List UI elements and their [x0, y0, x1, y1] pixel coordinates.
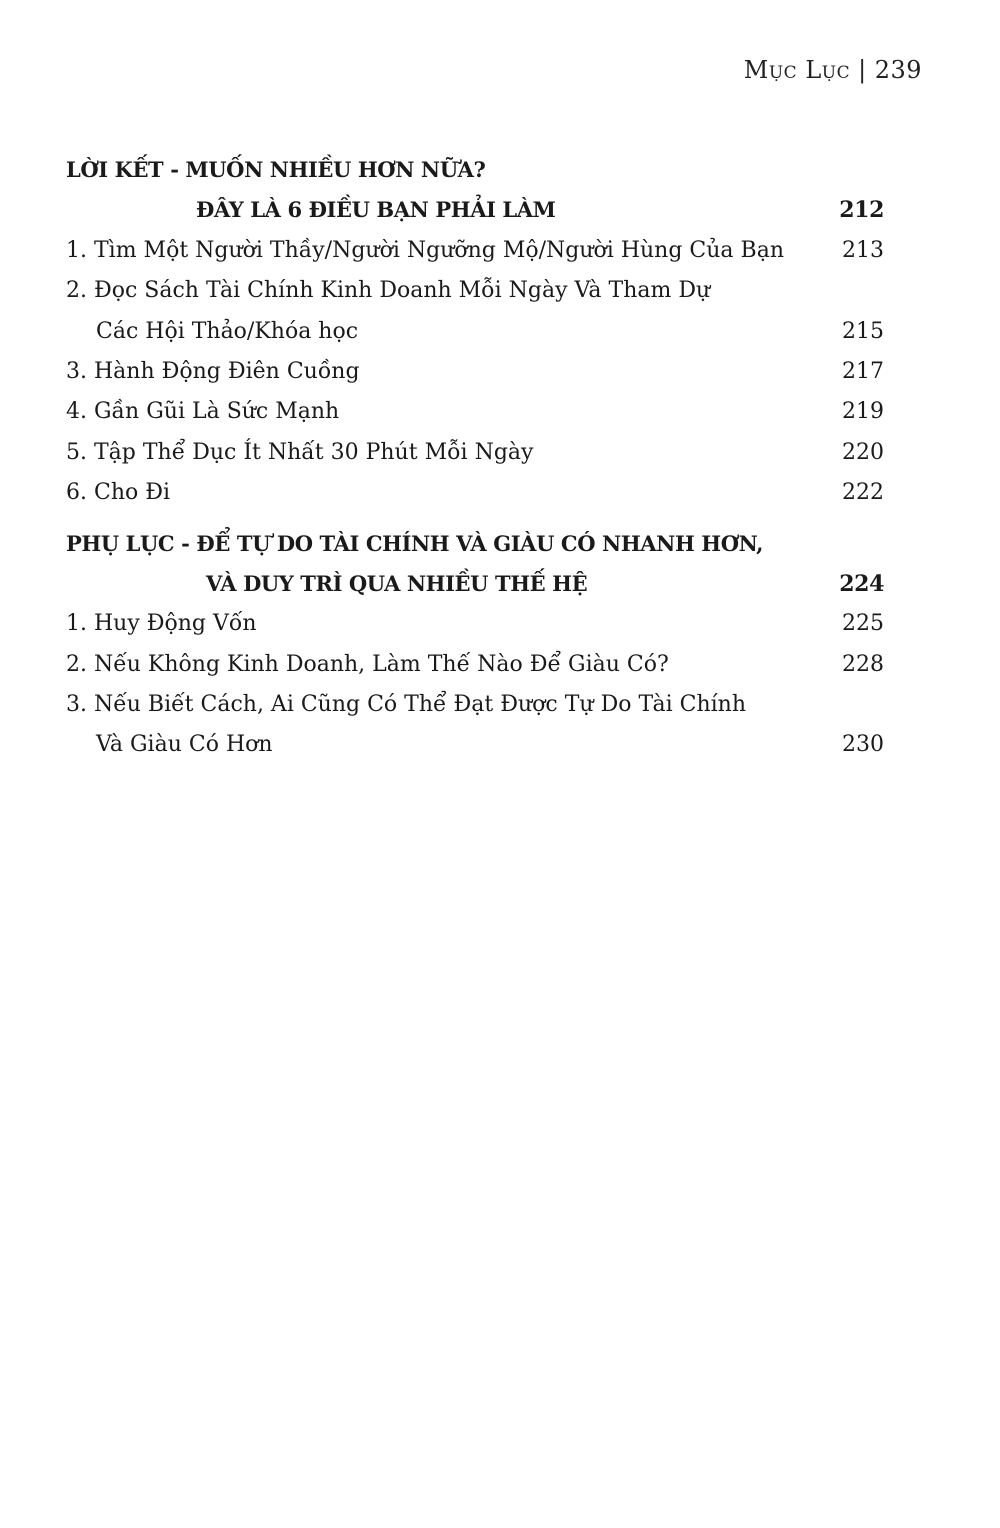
toc-page-number: 228: [842, 651, 884, 677]
toc-page-number: 230: [842, 732, 884, 758]
toc-page-number: 215: [842, 318, 884, 344]
toc-page-number: 217: [842, 358, 884, 384]
toc-entry-title: 1. Huy Động Vốn: [66, 611, 257, 637]
toc-section-title: LỜI KẾT - MUỐN NHIỀU HƠN NỮA?: [66, 157, 486, 182]
running-header-page-number: 239: [874, 56, 922, 84]
toc-entry-title: 2. Đọc Sách Tài Chính Kinh Doanh Mỗi Ngày Và Tham Dự: [66, 278, 711, 304]
toc-entry-continuation: [66, 725, 884, 765]
toc-entry-title: 3. Hành Động Điên Cuồng: [66, 358, 360, 384]
running-header: [744, 56, 922, 84]
toc-section-subtitle: ĐÂY LÀ 6 ĐIỀU BẠN PHẢI LÀM: [196, 197, 556, 223]
toc-entry: [66, 352, 884, 392]
toc-entry-title: 4. Gần Gũi Là Sức Mạnh: [66, 399, 340, 425]
toc-entry: [66, 604, 884, 644]
toc-entry-title: 6. Cho Đi: [66, 480, 171, 506]
toc-entry-title: 5. Tập Thể Dục Ít Nhất 30 Phút Mỗi Ngày: [66, 439, 534, 465]
toc-section-heading: [66, 150, 884, 190]
toc-section-heading: [66, 524, 884, 564]
toc-entry-continuation: [66, 312, 884, 352]
toc-entry-title-cont: Và Giàu Có Hơn: [96, 732, 273, 758]
toc-page-number: 219: [842, 399, 884, 425]
toc-entry: [66, 645, 884, 685]
toc-page-number: 212: [839, 197, 884, 224]
toc-entry: [66, 231, 884, 271]
toc-section-title: PHỤ LỤC - ĐỂ TỰ DO TÀI CHÍNH VÀ GIÀU CÓ NHANH HƠN,: [66, 530, 763, 556]
toc-entry: [66, 271, 884, 311]
toc-entry-title: 2. Nếu Không Kinh Doanh, Làm Thế Nào Để Giàu Có?: [66, 651, 669, 677]
section-gap: [66, 514, 884, 524]
toc-entry: [66, 685, 884, 725]
toc-page-number: 222: [842, 480, 884, 506]
toc-page-number: 225: [842, 611, 884, 637]
toc-entry: [66, 392, 884, 432]
toc-page-number: 220: [842, 439, 884, 465]
toc-entry-title: 1. Tìm Một Người Thầy/Người Ngưỡng Mộ/Người Hùng Của Bạn: [66, 237, 784, 263]
toc-section-heading-cont: [66, 190, 884, 230]
toc-page-number: 213: [842, 237, 884, 263]
toc-page-number: 224: [839, 570, 884, 597]
toc-entry-title-cont: Các Hội Thảo/Khóa học: [96, 318, 359, 344]
table-of-contents: [66, 150, 884, 766]
toc-entry: [66, 473, 884, 513]
toc-entry: [66, 433, 884, 473]
toc-section-subtitle: VÀ DUY TRÌ QUA NHIỀU THẾ HỆ: [206, 570, 588, 596]
toc-entry-title: 3. Nếu Biết Cách, Ai Cũng Có Thể Đạt Được Tự Do Tài Chính: [66, 692, 747, 718]
header-separator: |: [858, 56, 867, 84]
toc-section-heading-cont: [66, 564, 884, 604]
running-header-section: Mục Lục: [743, 56, 851, 84]
